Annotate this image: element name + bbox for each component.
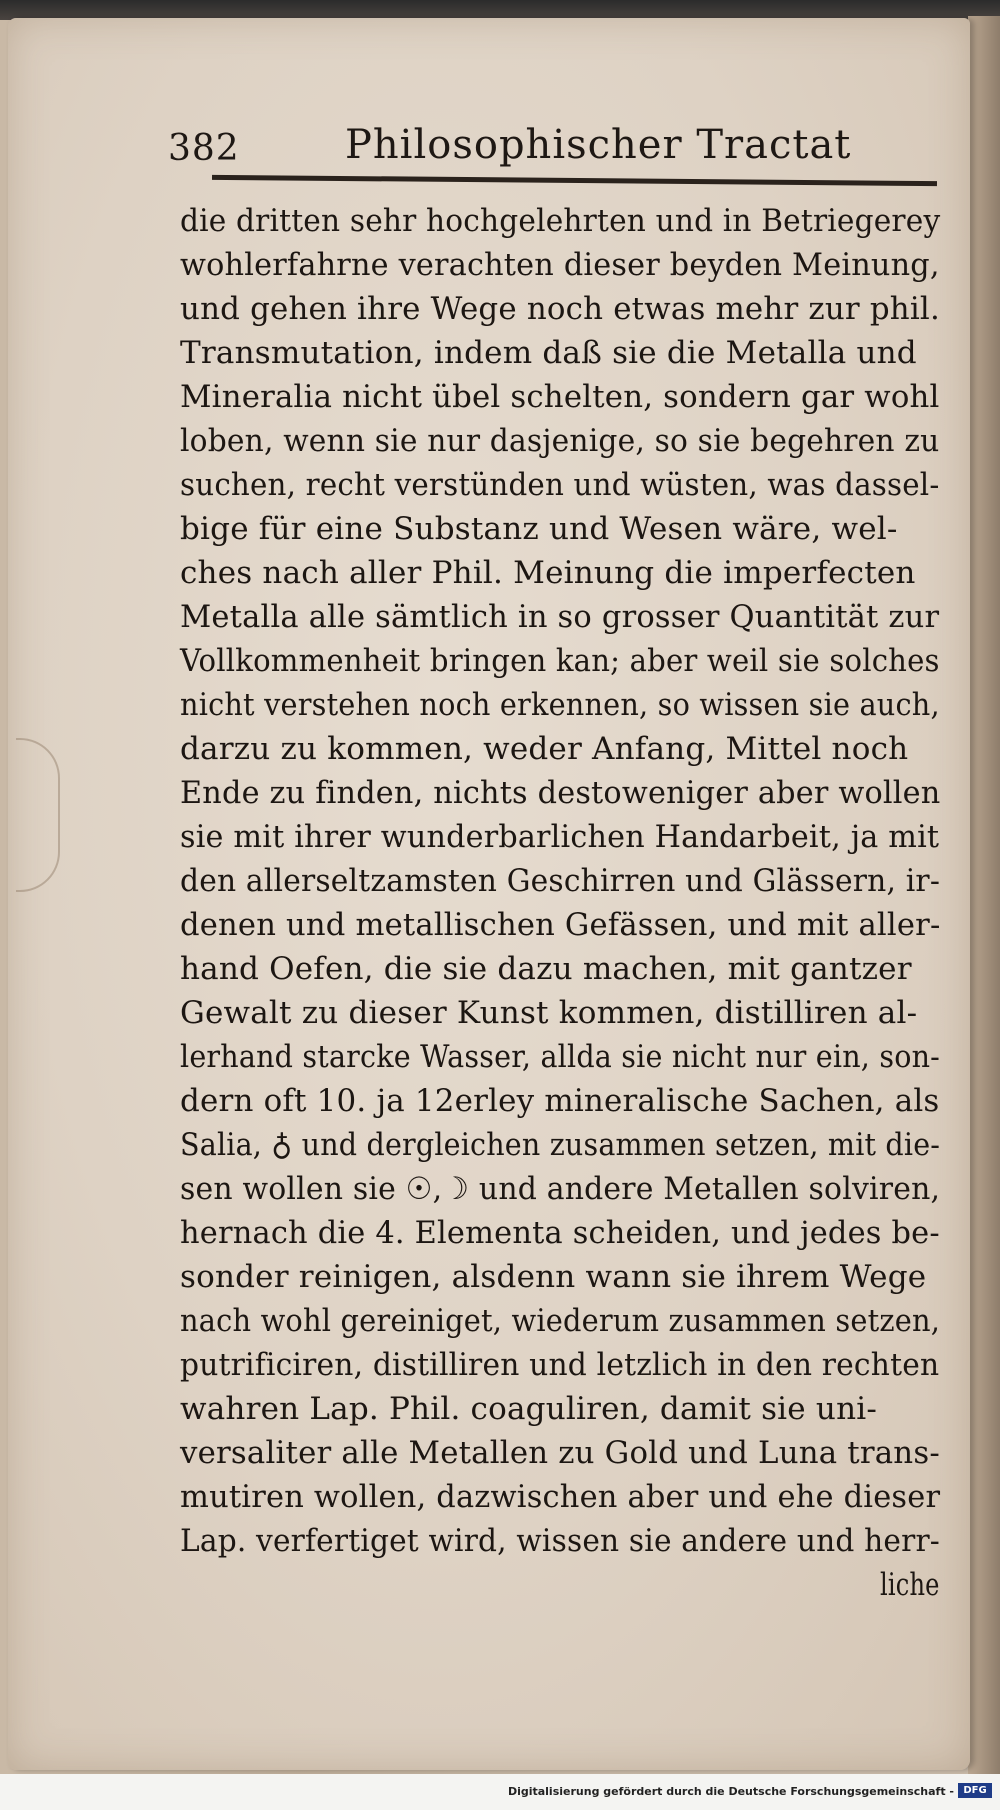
text-line: versaliter alle Metallen zu Gold und Luna trans- [180, 1435, 940, 1471]
text-line: suchen, recht verstünden und wüsten, was dassel- [180, 467, 940, 503]
running-title: Philosophischer Tractat [345, 122, 852, 168]
text-line: bige für eine Substanz und Wesen wäre, wel- [180, 511, 898, 547]
text-line: Ende zu finden, nichts destoweniger aber wollen [180, 775, 941, 811]
text-line: nach wohl gereiniget, wiederum zusammen setzen, [180, 1303, 941, 1339]
text-line: wohlerfahrne verachten dieser beyden Meinung, [180, 247, 940, 283]
scanner-top-edge [0, 0, 1000, 20]
text-line: mutiren wollen, dazwischen aber und ehe dieser [180, 1479, 941, 1515]
text-line: ches nach aller Phil. Meinung die imperfecten [180, 555, 916, 591]
text-line: sonder reinigen, alsdenn wann sie ihrem Wege [180, 1259, 927, 1295]
text-line: Gewalt zu dieser Kunst kommen, distilliren al- [180, 995, 918, 1031]
text-line: hernach die 4. Elementa scheiden, und jedes be- [180, 1215, 940, 1251]
text-line: darzu zu kommen, weder Anfang, Mittel noch [180, 731, 909, 767]
text-line: die dritten sehr hochgelehrten und in Betriegerey [180, 203, 941, 239]
text-line: wahren Lap. Phil. coaguliren, damit sie uni- [180, 1391, 878, 1427]
text-line: und gehen ihre Wege noch etwas mehr zur phil. [180, 291, 940, 327]
text-line: Transmutation, indem daß sie die Metalla und [180, 335, 917, 371]
text-line: sen wollen sie ☉,☽ und andere Metallen solviren, [180, 1171, 941, 1207]
text-line: den allerseltzamsten Geschirren und Glässern, ir- [180, 863, 941, 899]
text-line: dern oft 10. ja 12erley mineralische Sachen, als [180, 1083, 940, 1119]
page-clip-mark [16, 738, 60, 892]
text-line: nicht verstehen noch erkennen, so wissen sie auch, [180, 687, 940, 723]
dfg-logo: DFG [958, 1783, 992, 1798]
text-line: denen und metallischen Gefässen, und mit aller- [180, 907, 941, 943]
text-line: Mineralia nicht übel schelten, sondern gar wohl [180, 379, 940, 415]
text-line: Vollkommenheit bringen kan; aber weil sie solches [180, 643, 940, 679]
book-page-edge [968, 16, 1000, 1774]
text-line: lerhand starcke Wasser, allda sie nicht nur ein, son- [180, 1039, 941, 1075]
text-line: putrificiren, distilliren und letzlich in den rechten [180, 1347, 940, 1383]
text-line: sie mit ihrer wunderbarlichen Handarbeit, ja mit [180, 819, 940, 855]
catchword: liche [880, 1567, 940, 1603]
page-number: 382 [168, 128, 240, 169]
text-line: loben, wenn sie nur dasjenige, so sie begehren zu [180, 423, 940, 459]
footer-credit: Digitalisierung gefördert durch die Deutsche Forschungsgemeinschaft - [507, 1785, 954, 1798]
text-line: Metalla alle sämtlich in so grosser Quantität zur [180, 599, 940, 635]
text-line: Lap. verfertiget wird, wissen sie andere und herr- [180, 1523, 940, 1559]
text-line: hand Oefen, die sie dazu machen, mit gantzer [180, 951, 912, 987]
text-line: Salia, ♁ und dergleichen zusammen setzen, mit die- [180, 1127, 941, 1163]
